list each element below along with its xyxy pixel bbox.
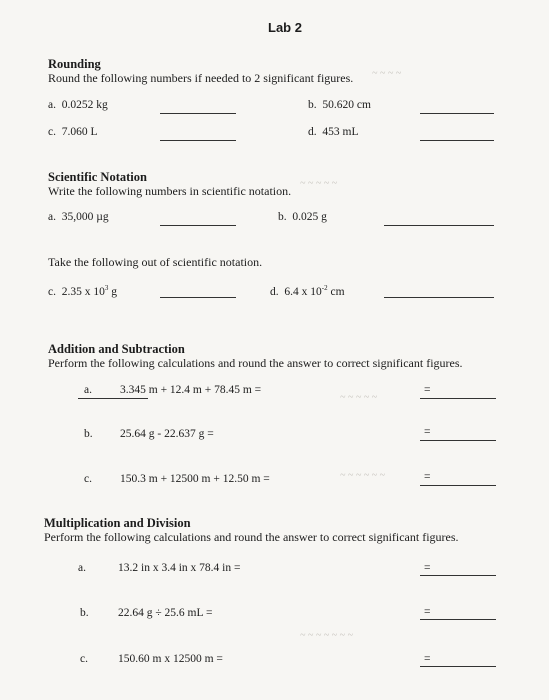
equals-sign: = <box>424 653 431 665</box>
equals-sign: = <box>424 606 431 618</box>
rounding-item-d <box>308 126 358 138</box>
page-title: Lab 2 <box>268 20 302 35</box>
rounding-heading: Rounding <box>48 57 101 71</box>
answer-blank[interactable] <box>420 575 496 576</box>
answer-blank[interactable] <box>420 398 496 399</box>
item-unit: g <box>108 286 117 298</box>
addition-instruction: Perform the following calculations and round the answer to correct significant figures. <box>48 356 463 370</box>
item-letter: a. <box>48 99 56 111</box>
work-line <box>78 398 148 399</box>
bleed-through-mark: ~ ~ ~ ~ ~ ~ ~ <box>300 630 353 641</box>
scientific-item-c <box>48 284 117 298</box>
answer-blank[interactable] <box>420 113 494 114</box>
answer-blank[interactable] <box>420 440 496 441</box>
multiplication-item-a-expr: 13.2 in x 3.4 in x 78.4 in = <box>118 562 241 574</box>
multiplication-item-c-letter: c. <box>80 653 88 665</box>
answer-blank[interactable] <box>420 666 496 667</box>
item-mantissa: 2.35 x 10 <box>61 286 105 298</box>
addition-item-c-letter: c. <box>84 473 92 485</box>
item-letter: d. <box>270 286 279 298</box>
scientific-instruction: Write the following numbers in scientific notation. <box>48 184 292 198</box>
rounding-item-a <box>48 99 108 111</box>
rounding-item-c <box>48 126 98 138</box>
item-value: 0.025 g <box>292 211 327 223</box>
scientific-item-d <box>270 284 345 298</box>
rounding-instruction: Round the following numbers if needed to 2 significant figures. <box>48 71 354 85</box>
item-letter: d. <box>308 126 317 138</box>
bleed-through-mark: ~ ~ ~ ~ ~ ~ <box>340 470 385 481</box>
scientific-item-a <box>48 211 109 223</box>
multiplication-item-c-expr: 150.60 m x 12500 m = <box>118 653 223 665</box>
item-letter: c. <box>48 126 56 138</box>
addition-item-a-letter: a. <box>84 384 92 396</box>
addition-heading: Addition and Subtraction <box>48 342 185 356</box>
item-letter: a. <box>48 211 56 223</box>
multiplication-instruction: Perform the following calculations and round the answer to correct significant figures. <box>44 530 459 544</box>
item-value: 453 mL <box>322 126 359 138</box>
addition-item-b-letter: b. <box>84 428 93 440</box>
item-exponent: -2 <box>321 284 328 292</box>
addition-item-c-expr: 150.3 m + 12500 m + 12.50 m = <box>120 473 270 485</box>
item-letter: b. <box>308 99 317 111</box>
item-letter: b. <box>278 211 287 223</box>
scientific-item-b <box>278 211 327 223</box>
equals-sign: = <box>424 384 431 396</box>
rounding-item-b <box>308 99 371 111</box>
scientific-instruction-2: Take the following out of scientific notation. <box>48 255 263 269</box>
answer-blank[interactable] <box>160 297 236 298</box>
item-exponent: 3 <box>104 284 109 292</box>
multiplication-item-b-letter: b. <box>80 607 89 619</box>
multiplication-item-a-letter: a. <box>78 562 86 574</box>
answer-blank[interactable] <box>420 485 496 486</box>
answer-blank[interactable] <box>160 225 236 226</box>
item-mantissa: 6.4 x 10 <box>284 286 322 298</box>
equals-sign: = <box>424 562 431 574</box>
item-letter: c. <box>48 286 56 298</box>
answer-blank[interactable] <box>384 297 494 298</box>
item-value: 7.060 L <box>61 126 98 138</box>
addition-item-b-expr: 25.64 g - 22.637 g = <box>120 428 214 440</box>
answer-blank[interactable] <box>160 140 236 141</box>
addition-item-a-expr: 3.345 m + 12.4 m + 78.45 m = <box>120 384 262 396</box>
bleed-through-mark: ~ ~ ~ ~ ~ <box>300 178 338 189</box>
equals-sign: = <box>424 426 431 438</box>
equals-sign: = <box>424 471 431 483</box>
item-value: 35,000 µg <box>61 211 109 223</box>
answer-blank[interactable] <box>384 225 494 226</box>
scientific-heading: Scientific Notation <box>48 170 147 184</box>
bleed-through-mark: ~ ~ ~ ~ <box>372 68 402 79</box>
answer-blank[interactable] <box>420 140 494 141</box>
multiplication-heading: Multiplication and Division <box>44 516 191 530</box>
item-value: 50.620 cm <box>322 99 371 111</box>
answer-blank[interactable] <box>420 619 496 620</box>
item-value: 0.0252 kg <box>61 99 108 111</box>
multiplication-item-b-expr: 22.64 g ÷ 25.6 mL = <box>118 607 213 619</box>
item-unit: cm <box>327 286 345 298</box>
answer-blank[interactable] <box>160 113 236 114</box>
bleed-through-mark: ~ ~ ~ ~ ~ <box>340 392 378 403</box>
